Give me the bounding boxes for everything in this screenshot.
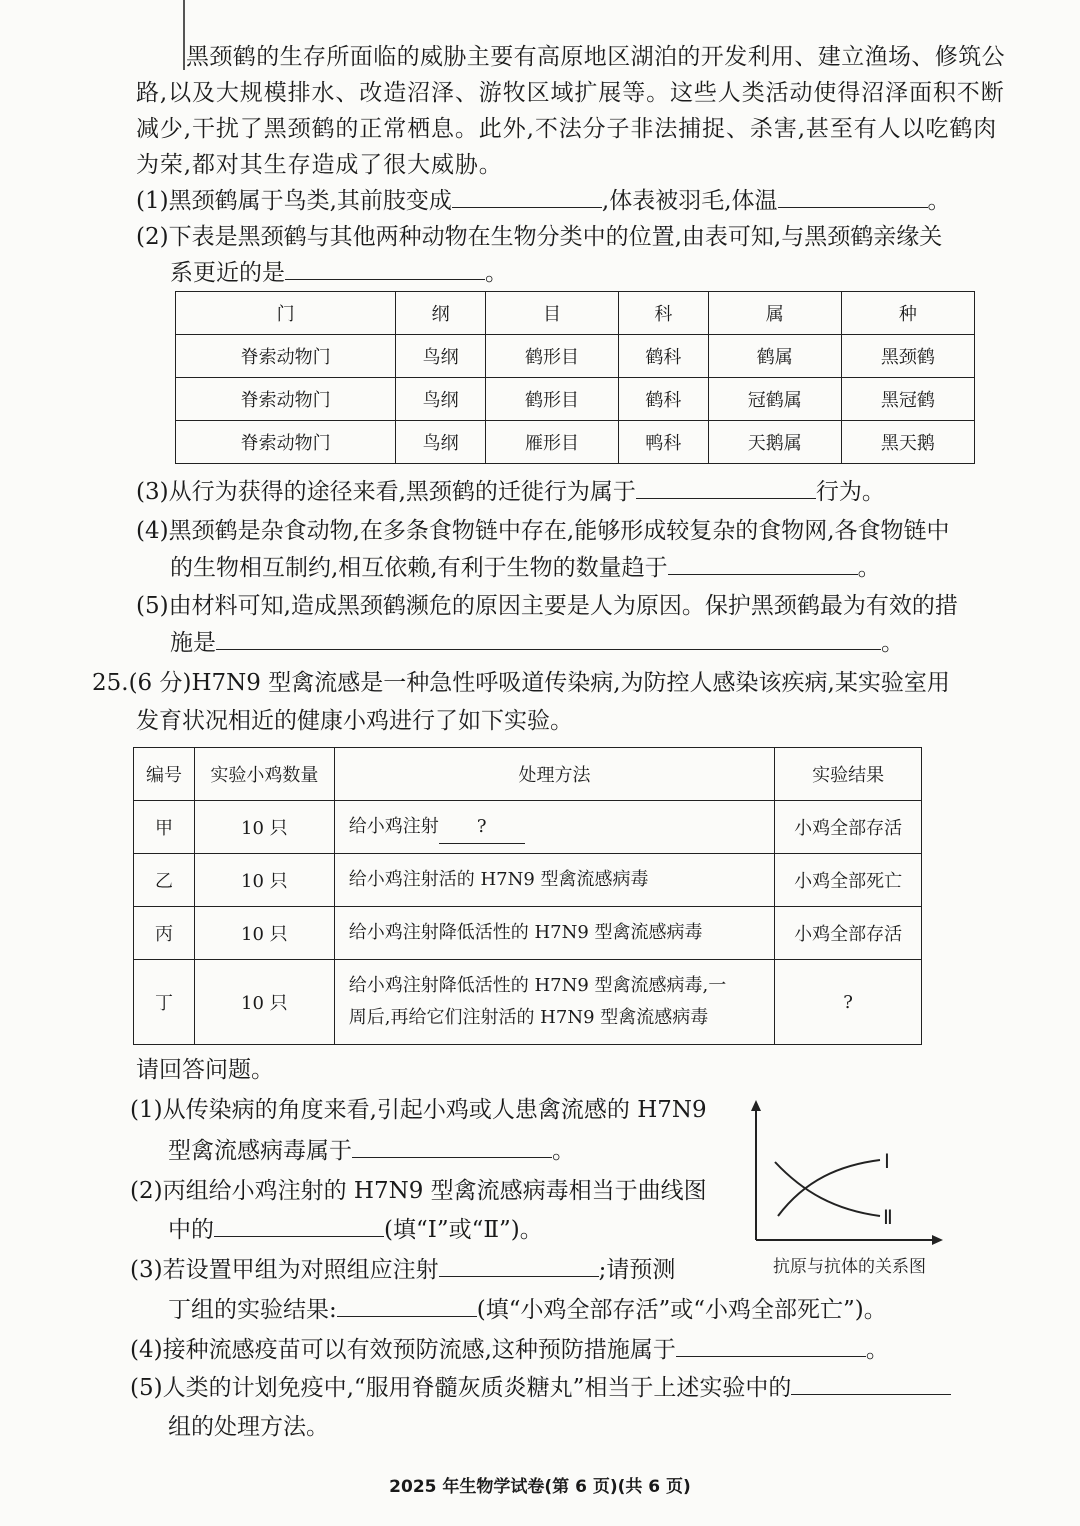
experiment-header-row [134, 748, 922, 801]
q25-p3-text-c: 丁组的实验结果: [168, 1297, 337, 1323]
classification-table [175, 291, 975, 464]
curve-1 [778, 1160, 880, 1216]
group-id: 丙 [134, 907, 195, 960]
q24-p1-blank-2[interactable] [778, 183, 928, 208]
q25-part1-line2 [168, 1133, 575, 1169]
table-header: 门 [176, 292, 396, 335]
q24-p5-blank[interactable] [216, 625, 881, 650]
table-header: 处理方法 [334, 748, 774, 801]
table-cell: 脊索动物门 [176, 335, 396, 378]
q25-stem-text-a: (6 分)H7N9 型禽流感是一种急性呼吸道传染病,为防控人感染该疾病,某实验室用 [128, 670, 950, 696]
q25-p1-text-c: 。 [552, 1138, 575, 1164]
q25-part3-line2 [168, 1292, 887, 1328]
table-cell: 黑冠鹤 [841, 378, 974, 421]
q25-p4-text-b: 。 [865, 1337, 889, 1363]
intro-line-4: 为荣,都对其生存造成了很大威胁。 [136, 152, 503, 178]
intro-line-3: 减少,干扰了黑颈鹤的正常栖息。此外,不法分子非法捕捉、杀害,甚至有人以吃鹤肉 [136, 116, 998, 142]
q24-p1-text-c: 。 [927, 188, 951, 214]
q24-p2-text-b: 系更近的是 [170, 260, 285, 286]
table-cell: 鹤形目 [485, 335, 618, 378]
q25-stem-line2: 发育状况相近的健康小鸡进行了如下实验。 [136, 708, 573, 734]
treatment-text: 给小鸡注射 [348, 815, 439, 837]
chick-count: 10 只 [194, 960, 334, 1045]
table-row [134, 801, 922, 854]
table-cell: 鸟纲 [396, 378, 486, 421]
q24-part1 [136, 183, 951, 219]
q24-p4-blank[interactable] [668, 550, 858, 575]
q24-part4-line2 [170, 550, 881, 586]
intro-line-1: 黑颈鹤的生存所面临的威胁主要有高原地区湖泊的开发利用、建立渔场、修筑公 [186, 44, 1005, 70]
q24-p1-text-b: ,体表被羽毛,体温 [601, 188, 778, 214]
graph-axes [751, 1100, 943, 1245]
intro-line-2: 路,以及大规模排水、改造沼泽、游牧区域扩展等。这些人类活动使得沼泽面积不断 [136, 80, 1005, 106]
treatment-method [334, 801, 774, 854]
treatment-line-1: 给小鸡注射降低活性的 H7N9 型禽流感病毒,一 [348, 975, 727, 996]
q25-p5-text-a: (5)人类的计划免疫中,“服用脊髓灰质炎糖丸”相当于上述实验中的 [130, 1375, 792, 1401]
graph-caption: 抗原与抗体的关系图 [773, 1257, 926, 1277]
table-header: 实验小鸡数量 [194, 748, 334, 801]
q25-p3-text-b: ;请预测 [598, 1257, 676, 1283]
table-cell: 鸟纲 [396, 335, 486, 378]
page-footer: 2025 年生物学试卷(第 6 页)(共 6 页) [389, 1477, 691, 1497]
classification-header-row [176, 292, 975, 335]
experiment-result: 小鸡全部死亡 [775, 854, 922, 907]
q25-p1-text-b: 型禽流感病毒属于 [168, 1138, 352, 1164]
table-row [134, 854, 922, 907]
treatment-line-2: 周后,再给它们注射活的 H7N9 型禽流感病毒 [348, 1007, 709, 1028]
chick-count: 10 只 [194, 801, 334, 854]
q24-p3-text-a: (3)从行为获得的途径来看,黑颈鹤的迁徙行为属于 [136, 479, 636, 505]
table-cell: 鸟纲 [396, 421, 486, 464]
scan-edge-line [183, 0, 185, 70]
q25-p4-blank[interactable] [676, 1332, 866, 1357]
table-cell: 黑天鹅 [841, 421, 974, 464]
q25-p3-blank-1[interactable] [439, 1252, 599, 1277]
q25-part5-line2: 组的处理方法。 [168, 1414, 329, 1440]
table-cell: 脊索动物门 [176, 378, 396, 421]
table-header: 目 [485, 292, 618, 335]
table-row [134, 960, 922, 1045]
table-header: 属 [708, 292, 841, 335]
q24-part2-line2 [170, 255, 508, 291]
experiment-result: 小鸡全部存活 [775, 907, 922, 960]
table-row [134, 907, 922, 960]
q24-p2-blank[interactable] [285, 255, 485, 280]
q24-p2-text-c: 。 [485, 260, 508, 286]
table-row [176, 378, 975, 421]
table-header: 种 [841, 292, 974, 335]
q25-stem-line1 [92, 665, 950, 701]
table-header: 实验结果 [775, 748, 922, 801]
q25-p3-text-a: (3)若设置甲组为对照组应注射 [130, 1257, 439, 1283]
q24-p1-text-a: (1)黑颈鹤属于鸟类,其前肢变成 [136, 188, 452, 214]
table-cell: 鹤属 [708, 335, 841, 378]
table-header: 纲 [396, 292, 486, 335]
table-cell: 鹤科 [619, 335, 709, 378]
q25-p1-blank[interactable] [352, 1133, 552, 1158]
q24-part4-line1: (4)黑颈鹤是杂食动物,在多条食物链中存在,能够形成较复杂的食物网,各食物链中 [136, 518, 950, 544]
q25-p2-blank[interactable] [214, 1212, 384, 1237]
q25-part2-line1: (2)丙组给小鸡注射的 H7N9 型禽流感病毒相当于曲线图 [130, 1178, 707, 1204]
q25-part4 [130, 1332, 889, 1368]
table-cell: 黑颈鹤 [841, 335, 974, 378]
q24-part2-line1: (2)下表是黑颈鹤与其他两种动物在生物分类中的位置,由表可知,与黑颈鹤亲缘关 [136, 224, 943, 250]
q25-part3-line1 [130, 1252, 675, 1288]
q25-part1-line1: (1)从传染病的角度来看,引起小鸡或人患禽流感的 H7N9 [130, 1097, 707, 1123]
treatment-method: 给小鸡注射活的 H7N9 型禽流感病毒 [334, 854, 774, 907]
curve-2-label: Ⅱ [883, 1207, 893, 1229]
chick-count: 10 只 [194, 854, 334, 907]
group-id: 甲 [134, 801, 195, 854]
table-cell: 天鹅属 [708, 421, 841, 464]
experiment-result: ? [775, 960, 922, 1045]
q25-p2-text-c: (填“Ⅰ”或“Ⅱ”)。 [384, 1217, 543, 1243]
chick-count: 10 只 [194, 907, 334, 960]
q24-p3-blank[interactable] [636, 474, 816, 499]
treatment-method: 给小鸡注射降低活性的 H7N9 型禽流感病毒 [334, 907, 774, 960]
antigen-antibody-graph [745, 1100, 975, 1290]
experiment-result: 小鸡全部存活 [775, 801, 922, 854]
table-cell: 鸭科 [619, 421, 709, 464]
table-cell: 冠鹤属 [708, 378, 841, 421]
table-row [176, 335, 975, 378]
table-cell: 脊索动物门 [176, 421, 396, 464]
q24-part3 [136, 474, 885, 510]
table-cell: 鹤科 [619, 378, 709, 421]
q24-p4-text-c: 。 [857, 555, 881, 581]
table-cell: 鹤形目 [485, 378, 618, 421]
group-id: 乙 [134, 854, 195, 907]
table-cell: 雁形目 [485, 421, 618, 464]
table-row [176, 421, 975, 464]
q24-p5-text-c: 。 [881, 630, 904, 656]
q25-p5-blank[interactable] [791, 1370, 951, 1395]
q25-prompt: 请回答问题。 [136, 1057, 274, 1083]
q25-p3-blank-2[interactable] [337, 1292, 477, 1317]
q25-p4-text-a: (4)接种流感疫苗可以有效预防流感,这种预防措施属于 [130, 1337, 676, 1363]
x-axis-arrow-icon [932, 1235, 943, 1245]
treatment-unknown-blank: ? [439, 811, 525, 844]
curve-1-label: Ⅰ [884, 1151, 890, 1173]
q25-p2-text-b: 中的 [168, 1217, 214, 1243]
y-axis-arrow-icon [751, 1100, 761, 1111]
experiment-table [133, 747, 922, 1045]
q24-p5-text-b: 施是 [170, 630, 216, 656]
q25-part5-line1 [130, 1370, 951, 1406]
q25-p3-text-d: (填“小鸡全部存活”或“小鸡全部死亡”)。 [476, 1297, 887, 1323]
q24-p3-text-b: 行为。 [815, 479, 885, 505]
q25-number: 25. [92, 670, 129, 696]
q24-p1-blank-1[interactable] [452, 183, 602, 208]
table-header: 编号 [134, 748, 195, 801]
q24-p4-text-b: 的生物相互制约,相互依赖,有利于生物的数量趋于 [170, 555, 668, 581]
q24-part5-line2 [170, 625, 904, 661]
curve-2 [775, 1162, 880, 1216]
group-id: 丁 [134, 960, 195, 1045]
q24-part5-line1: (5)由材料可知,造成黑颈鹤濒危的原因主要是人为原因。保护黑颈鹤最为有效的措 [136, 593, 958, 619]
treatment-method [334, 960, 774, 1045]
table-header: 科 [619, 292, 709, 335]
q25-part2-line2 [168, 1212, 543, 1248]
